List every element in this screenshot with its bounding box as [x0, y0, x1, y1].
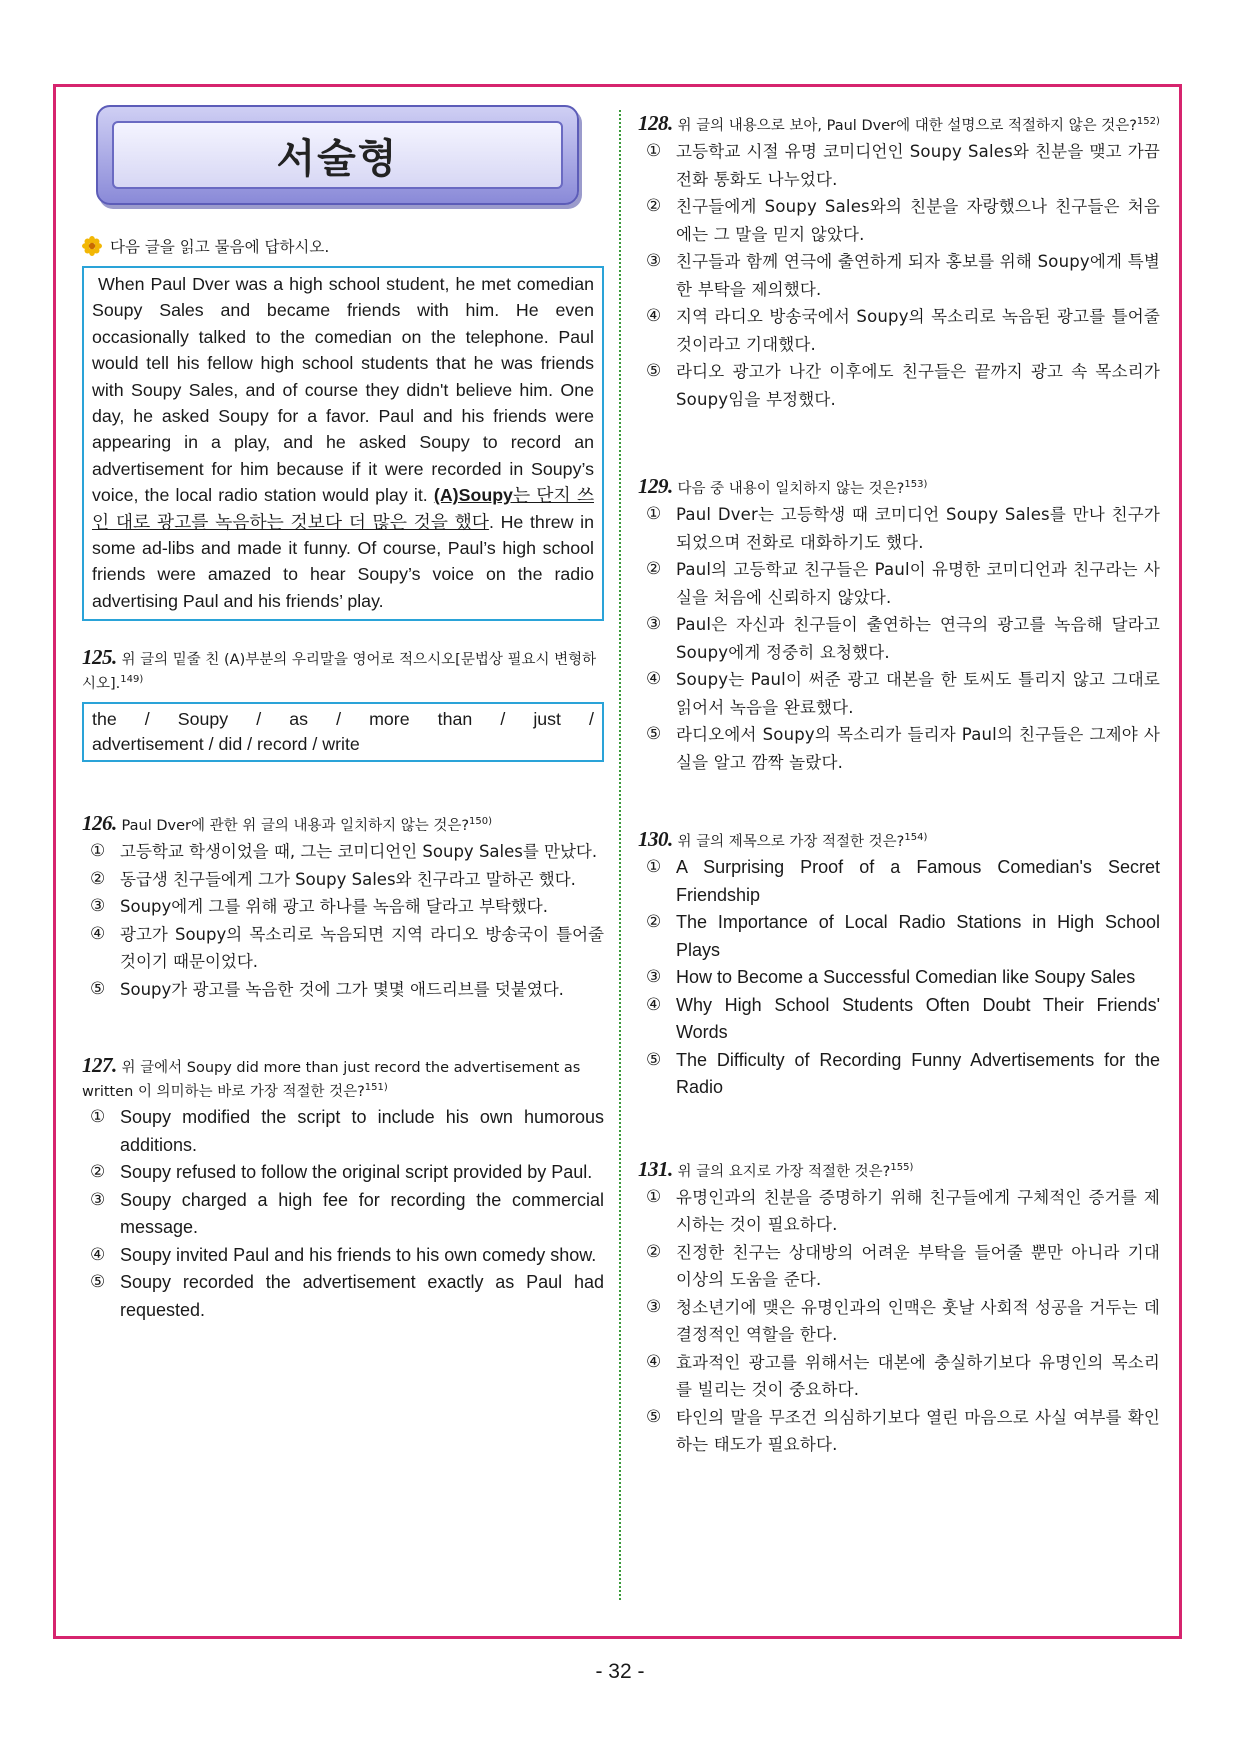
passage-text-before: When Paul Dver was a high school student, he met comedian Soupy Sales and became friends with him. He even occasionally talked to the comedian on the telephone. Paul would tell his fellow high school students that he was friends with Soupy Sales, and of course they didn't believe him. One day, he asked Soupy for a favor. Paul and his friends were appearing in a play, and he asked Soupy to record an advertisement for him because if it were recorded in Soupy’s voice, the local radio station would play it. — [92, 274, 594, 506]
word-box-line-2: advertisement / did / record / write — [92, 734, 360, 755]
options-128 — [638, 138, 1160, 413]
option-marker: ⑤ — [646, 724, 662, 744]
option — [638, 1349, 1160, 1404]
question-126 — [82, 812, 604, 836]
answer-word-box — [82, 702, 604, 762]
option-marker: ④ — [646, 306, 662, 326]
question-number: 129. — [638, 474, 673, 498]
question-ref: 149) — [120, 674, 144, 686]
option — [82, 976, 604, 1004]
question-127 — [82, 1055, 604, 1102]
page-number: - 32 - — [595, 1660, 645, 1683]
question-number: 125. — [82, 645, 117, 670]
option-text: Soupy refused to follow the original script provided by Paul. — [120, 1162, 593, 1183]
question-text: 위 글의 제목으로 가장 적절한 것은? — [677, 834, 905, 850]
option-text: Paul은 자신과 친구들이 출연하는 연극의 광고를 녹음해 달라고 Soupy에게 정중히 요청했다. — [676, 615, 1160, 662]
option-text: Soupy charged a high fee for recording the commercial message. — [120, 1189, 604, 1238]
option-text: The Difficulty of Recording Funny Advertisements for the Radio — [676, 1049, 1160, 1097]
word-box-line-1: the / Soupy / as / more than / just / — [92, 709, 594, 730]
question-number: 130. — [638, 827, 673, 851]
options-130 — [638, 854, 1160, 1102]
option-marker: ④ — [646, 1351, 662, 1372]
column-divider — [619, 110, 621, 1600]
options-127 — [82, 1104, 604, 1324]
option-text: 친구들과 함께 연극에 출연하게 되자 홍보를 위해 Soupy에게 특별한 부탁을 제의했다. — [676, 252, 1160, 299]
option-marker: ⑤ — [90, 1272, 106, 1293]
option — [638, 1294, 1160, 1349]
option-marker: ⑤ — [646, 1406, 662, 1427]
option-text: Why High School Students Often Doubt Their Friends' Words — [676, 994, 1160, 1042]
flower-icon — [82, 236, 102, 256]
option — [638, 854, 1160, 909]
option — [82, 1187, 604, 1242]
option-marker: ② — [646, 912, 662, 932]
option-text: 진정한 친구는 상대방의 어려운 부탁을 들어줄 뿐만 아니라 기대 이상의 도움을 준다. — [676, 1242, 1160, 1289]
option — [638, 721, 1160, 776]
option-marker: ⑤ — [90, 978, 106, 999]
option-text: Paul의 고등학교 친구들은 Paul이 유명한 코미디언과 친구라는 사실을 처음에 신뢰하지 않았다. — [676, 560, 1160, 607]
option — [638, 303, 1160, 358]
option-marker: ② — [646, 559, 662, 579]
option-text: Soupy modified the script to include his own humorous additions. — [120, 1107, 604, 1155]
option — [82, 866, 604, 894]
option-marker: ② — [646, 196, 662, 216]
question-130 — [638, 828, 1160, 852]
option-marker: ④ — [90, 1244, 106, 1265]
option-marker: ③ — [646, 1296, 662, 1317]
passage-underlined-text: 는 단지 쓰인 대로 광고를 녹음하는 것보다 더 많은 것을 했다 — [92, 485, 594, 532]
option — [82, 1104, 604, 1159]
right-column — [638, 112, 1160, 1459]
option-marker: ① — [646, 1186, 662, 1207]
option — [82, 1242, 604, 1270]
option — [638, 358, 1160, 413]
question-text: 위 글의 내용으로 보아, Paul Dver에 대한 설명으로 적절하지 않은 것은? — [677, 118, 1137, 134]
question-ref: 155) — [890, 1161, 914, 1173]
question-128 — [638, 112, 1160, 136]
option-marker: ③ — [646, 967, 662, 987]
option-marker: ③ — [90, 1189, 106, 1210]
question-ref: 150) — [469, 816, 493, 828]
option-marker: ① — [646, 504, 662, 524]
option-marker: ④ — [90, 923, 106, 944]
option-marker: ④ — [646, 669, 662, 689]
option-marker: ① — [646, 857, 662, 877]
option-text: How to Become a Successful Comedian like Soupy Sales — [676, 967, 1136, 987]
option — [638, 611, 1160, 666]
option-text: 라디오 광고가 나간 이후에도 친구들은 끝까지 광고 속 목소리가 Soupy임을 부정했다. — [676, 362, 1160, 409]
option-marker: ② — [646, 1241, 662, 1262]
option-marker: ① — [646, 141, 662, 161]
section-banner-inner — [112, 121, 563, 189]
option-text: A Surprising Proof of a Famous Comedian's Secret Friendship — [676, 857, 1160, 905]
question-ref: 153) — [904, 479, 928, 490]
question-129 — [638, 475, 1160, 499]
option — [638, 992, 1160, 1047]
option-text: 지역 라디오 방송국에서 Soupy의 목소리로 녹음된 광고를 틀어줄 것이라고 기대했다. — [676, 307, 1160, 354]
option-marker: ⑤ — [646, 1049, 662, 1070]
option-text: 동급생 친구들에게 그가 Soupy Sales와 친구라고 말하곤 했다. — [120, 869, 576, 889]
option-marker: ① — [90, 1107, 106, 1128]
option-text: Soupy가 광고를 녹음한 것에 그가 몇몇 애드리브를 덧붙였다. — [120, 979, 564, 999]
option-marker: ③ — [646, 251, 662, 271]
section-title: 서술형 — [276, 135, 399, 182]
option — [82, 838, 604, 866]
question-text: Paul Dver에 관한 위 글의 내용과 일치하지 않는 것은? — [121, 818, 470, 835]
option — [638, 193, 1160, 248]
option — [82, 1159, 604, 1187]
question-text: 다음 중 내용이 일치하지 않는 것은? — [677, 481, 905, 497]
option-marker: ③ — [90, 896, 106, 917]
option-text: 고등학교 학생이었을 때, 그는 코미디언인 Soupy Sales를 만났다. — [120, 842, 598, 862]
question-ref: 152) — [1136, 116, 1160, 127]
option — [638, 556, 1160, 611]
reading-passage — [82, 266, 604, 621]
option — [82, 1269, 604, 1324]
option-text: Soupy invited Paul and his friends to his own comedy show. — [120, 1244, 597, 1265]
option-marker: ⑤ — [646, 361, 662, 381]
option-marker: ② — [90, 868, 106, 889]
option-marker: ③ — [646, 614, 662, 634]
instruction-text: 다음 글을 읽고 물음에 답하시오. — [110, 238, 330, 256]
question-ref: 151) — [364, 1082, 388, 1094]
option — [638, 666, 1160, 721]
option-text: 광고가 Soupy의 목소리로 녹음되면 지역 라디오 방송국이 틀어줄 것이기 때문이었다. — [120, 924, 604, 972]
option — [638, 964, 1160, 992]
question-number: 131. — [638, 1156, 673, 1181]
option-text: Soupy에게 그를 위해 광고 하나를 녹음해 달라고 부탁했다. — [120, 897, 548, 917]
option-text: Soupy는 Paul이 써준 광고 대본을 한 토씨도 틀리지 않고 그대로 읽어서 녹음을 완료했다. — [676, 670, 1160, 717]
question-number: 127. — [82, 1053, 117, 1078]
option-text: 라디오에서 Soupy의 목소리가 들리자 Paul의 친구들은 그제야 사실을 알고 깜짝 놀랐다. — [676, 725, 1160, 772]
option — [638, 1047, 1160, 1102]
option-marker: ④ — [646, 994, 662, 1015]
option-text: Paul Dver는 고등학생 때 코미디언 Soupy Sales를 만나 친구가 되었으며 전화로 대화하기도 했다. — [676, 505, 1160, 552]
question-131 — [638, 1158, 1160, 1182]
option-text: 고등학교 시절 유명 코미디언인 Soupy Sales와 친분을 맺고 가끔 전화 통화도 나누었다. — [676, 142, 1160, 189]
option-text: 타인의 말을 무조건 의심하기보다 열린 마음으로 사실 여부를 확인하는 태도가 필요하다. — [676, 1407, 1160, 1454]
option — [638, 248, 1160, 303]
question-125 — [82, 647, 604, 694]
instruction — [82, 235, 604, 257]
option-text: 효과적인 광고를 위해서는 대본에 충실하기보다 유명인의 목소리를 빌리는 것이 중요하다. — [676, 1352, 1160, 1399]
options-129 — [638, 501, 1160, 776]
option-text: 친구들에게 Soupy Sales와의 친분을 자랑했으나 친구들은 처음에는 그 말을 믿지 않았다. — [676, 197, 1160, 244]
question-number: 128. — [638, 111, 673, 135]
options-126 — [82, 838, 604, 1003]
question-text: 위 글의 밑줄 친 (A)부분의 우리말을 영어로 적으시오[문법상 필요시 변형하시오]. — [82, 652, 597, 693]
option-text: The Importance of Local Radio Stations in High School Plays — [676, 912, 1160, 960]
option-text: Soupy recorded the advertisement exactly as Paul had requested. — [120, 1272, 604, 1320]
option — [638, 909, 1160, 964]
option — [638, 501, 1160, 556]
question-text: 위 글의 요지로 가장 적절한 것은? — [677, 1163, 891, 1180]
section-banner — [96, 105, 579, 205]
question-ref: 154) — [904, 832, 928, 843]
option-text: 유명인과의 친분을 증명하기 위해 친구들에게 구체적인 증거를 제시하는 것이 필요하다. — [676, 1187, 1160, 1234]
question-number: 126. — [82, 811, 117, 836]
passage-marker: (A)Soupy — [433, 485, 513, 506]
option — [638, 1404, 1160, 1459]
option-marker: ② — [90, 1162, 106, 1183]
passage-text-after: . He threw in some ad-libs and made it funny. Of course, Paul’s high school friends were amazed to hear Soupy’s voice on the radio advertising Paul and his friends’ play. — [92, 511, 594, 611]
option — [638, 138, 1160, 193]
option — [82, 893, 604, 921]
option-text: 청소년기에 맺은 유명인과의 인맥은 훗날 사회적 성공을 거두는 데 결정적인 역할을 한다. — [676, 1297, 1160, 1344]
options-131 — [638, 1184, 1160, 1459]
left-column — [82, 105, 604, 1324]
question-text: 위 글에서 Soupy did more than just record the advertisement as written 이 의미하는 바로 가장 적절한 것은? — [82, 1060, 581, 1101]
option-marker: ① — [90, 841, 106, 862]
option — [638, 1184, 1160, 1239]
option — [82, 921, 604, 976]
option — [638, 1239, 1160, 1294]
